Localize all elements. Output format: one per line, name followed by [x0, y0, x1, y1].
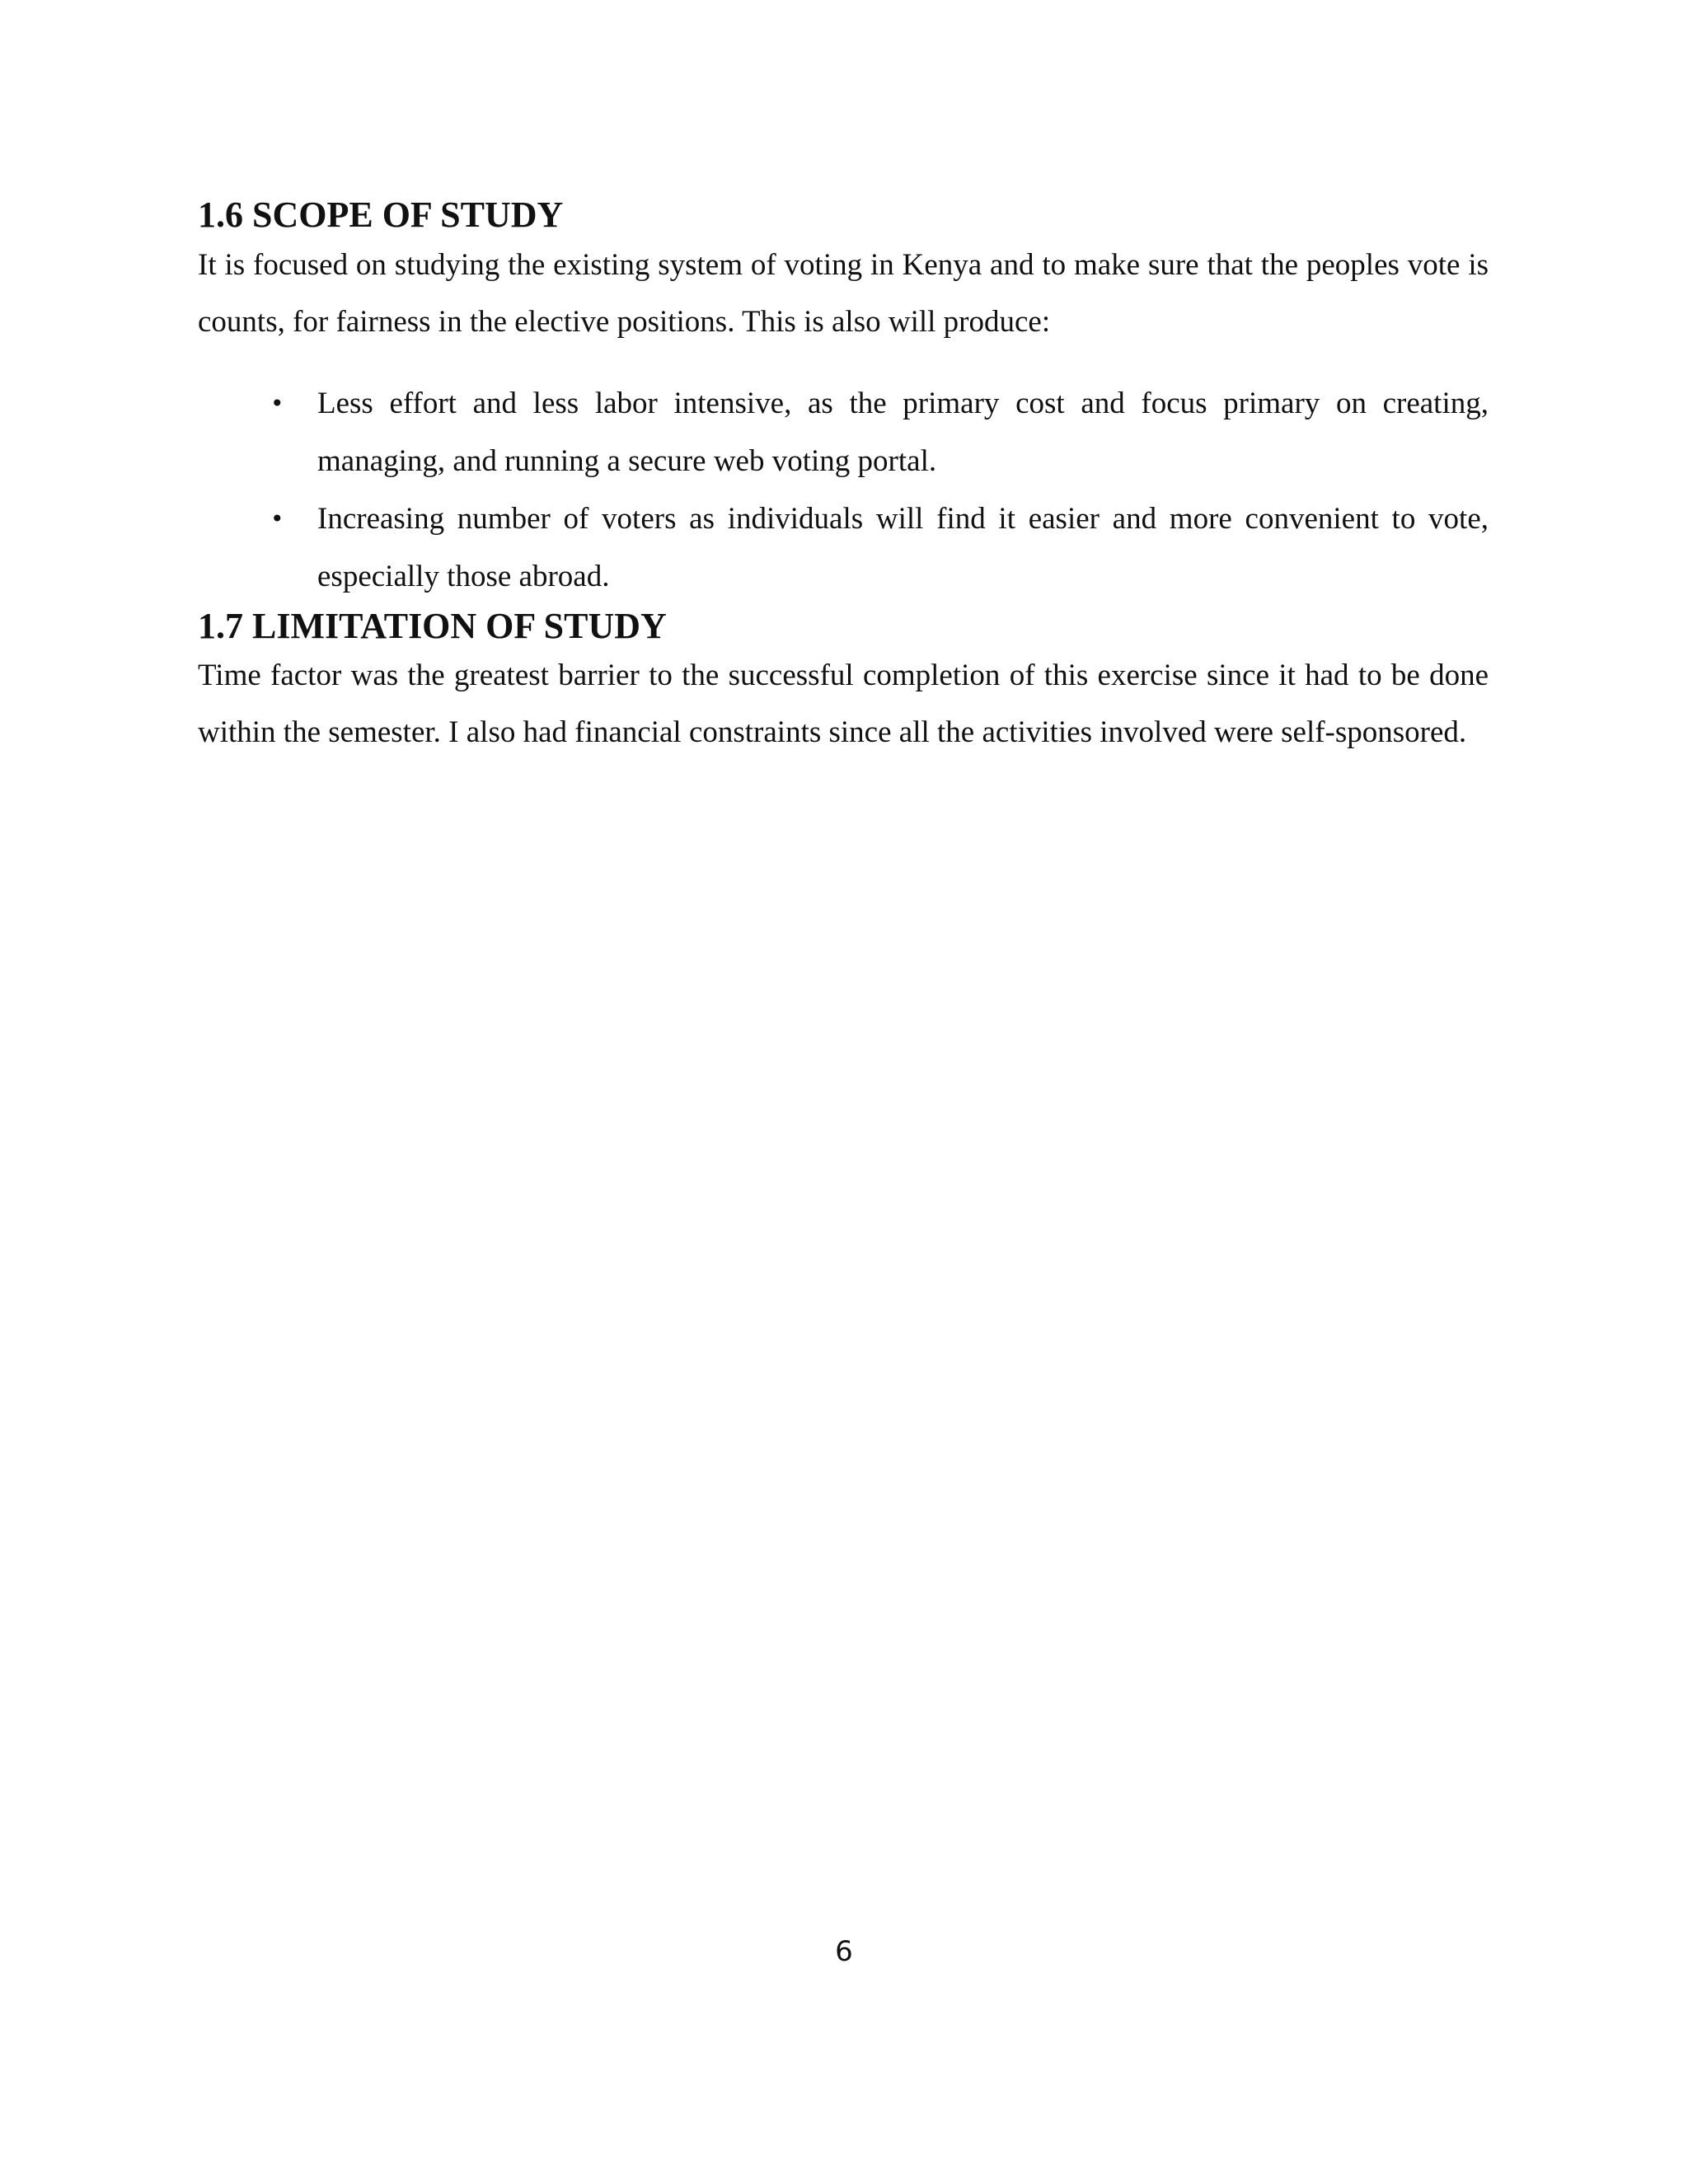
list-item-text: Increasing number of voters as individuals will find it easier and more convenient to vote, especially those abroad.: [317, 501, 1489, 593]
list-item: [198, 375, 1489, 490]
list-item-text: Less effort and less labor intensive, as the primary cost and focus primary on creating, managing, and running a secure web voting portal.: [317, 386, 1489, 478]
section-heading-scope-of-study: 1.6 SCOPE OF STUDY: [198, 194, 564, 235]
section-heading-limitation-of-study: 1.7 LIMITATION OF STUDY: [198, 605, 667, 646]
page-number: 6: [835, 1935, 853, 1968]
limitation-of-study-paragraph: Time factor was the greatest barrier to the successful completion of this exercise since it had to be done within the semester. I also had financial constraints since all the activities involved were self-sponsored.: [198, 658, 1489, 750]
scope-benefits-list: [198, 375, 1489, 606]
bullet-icon: •: [270, 504, 284, 532]
list-item: [198, 490, 1489, 606]
page-content: [198, 194, 1489, 761]
scope-of-study-paragraph: It is focused on studying the existing system of voting in Kenya and to make sure that the peoples vote is counts, for fairness in the elective positions. This is also will produce:: [198, 247, 1489, 339]
bullet-icon: •: [270, 389, 284, 417]
